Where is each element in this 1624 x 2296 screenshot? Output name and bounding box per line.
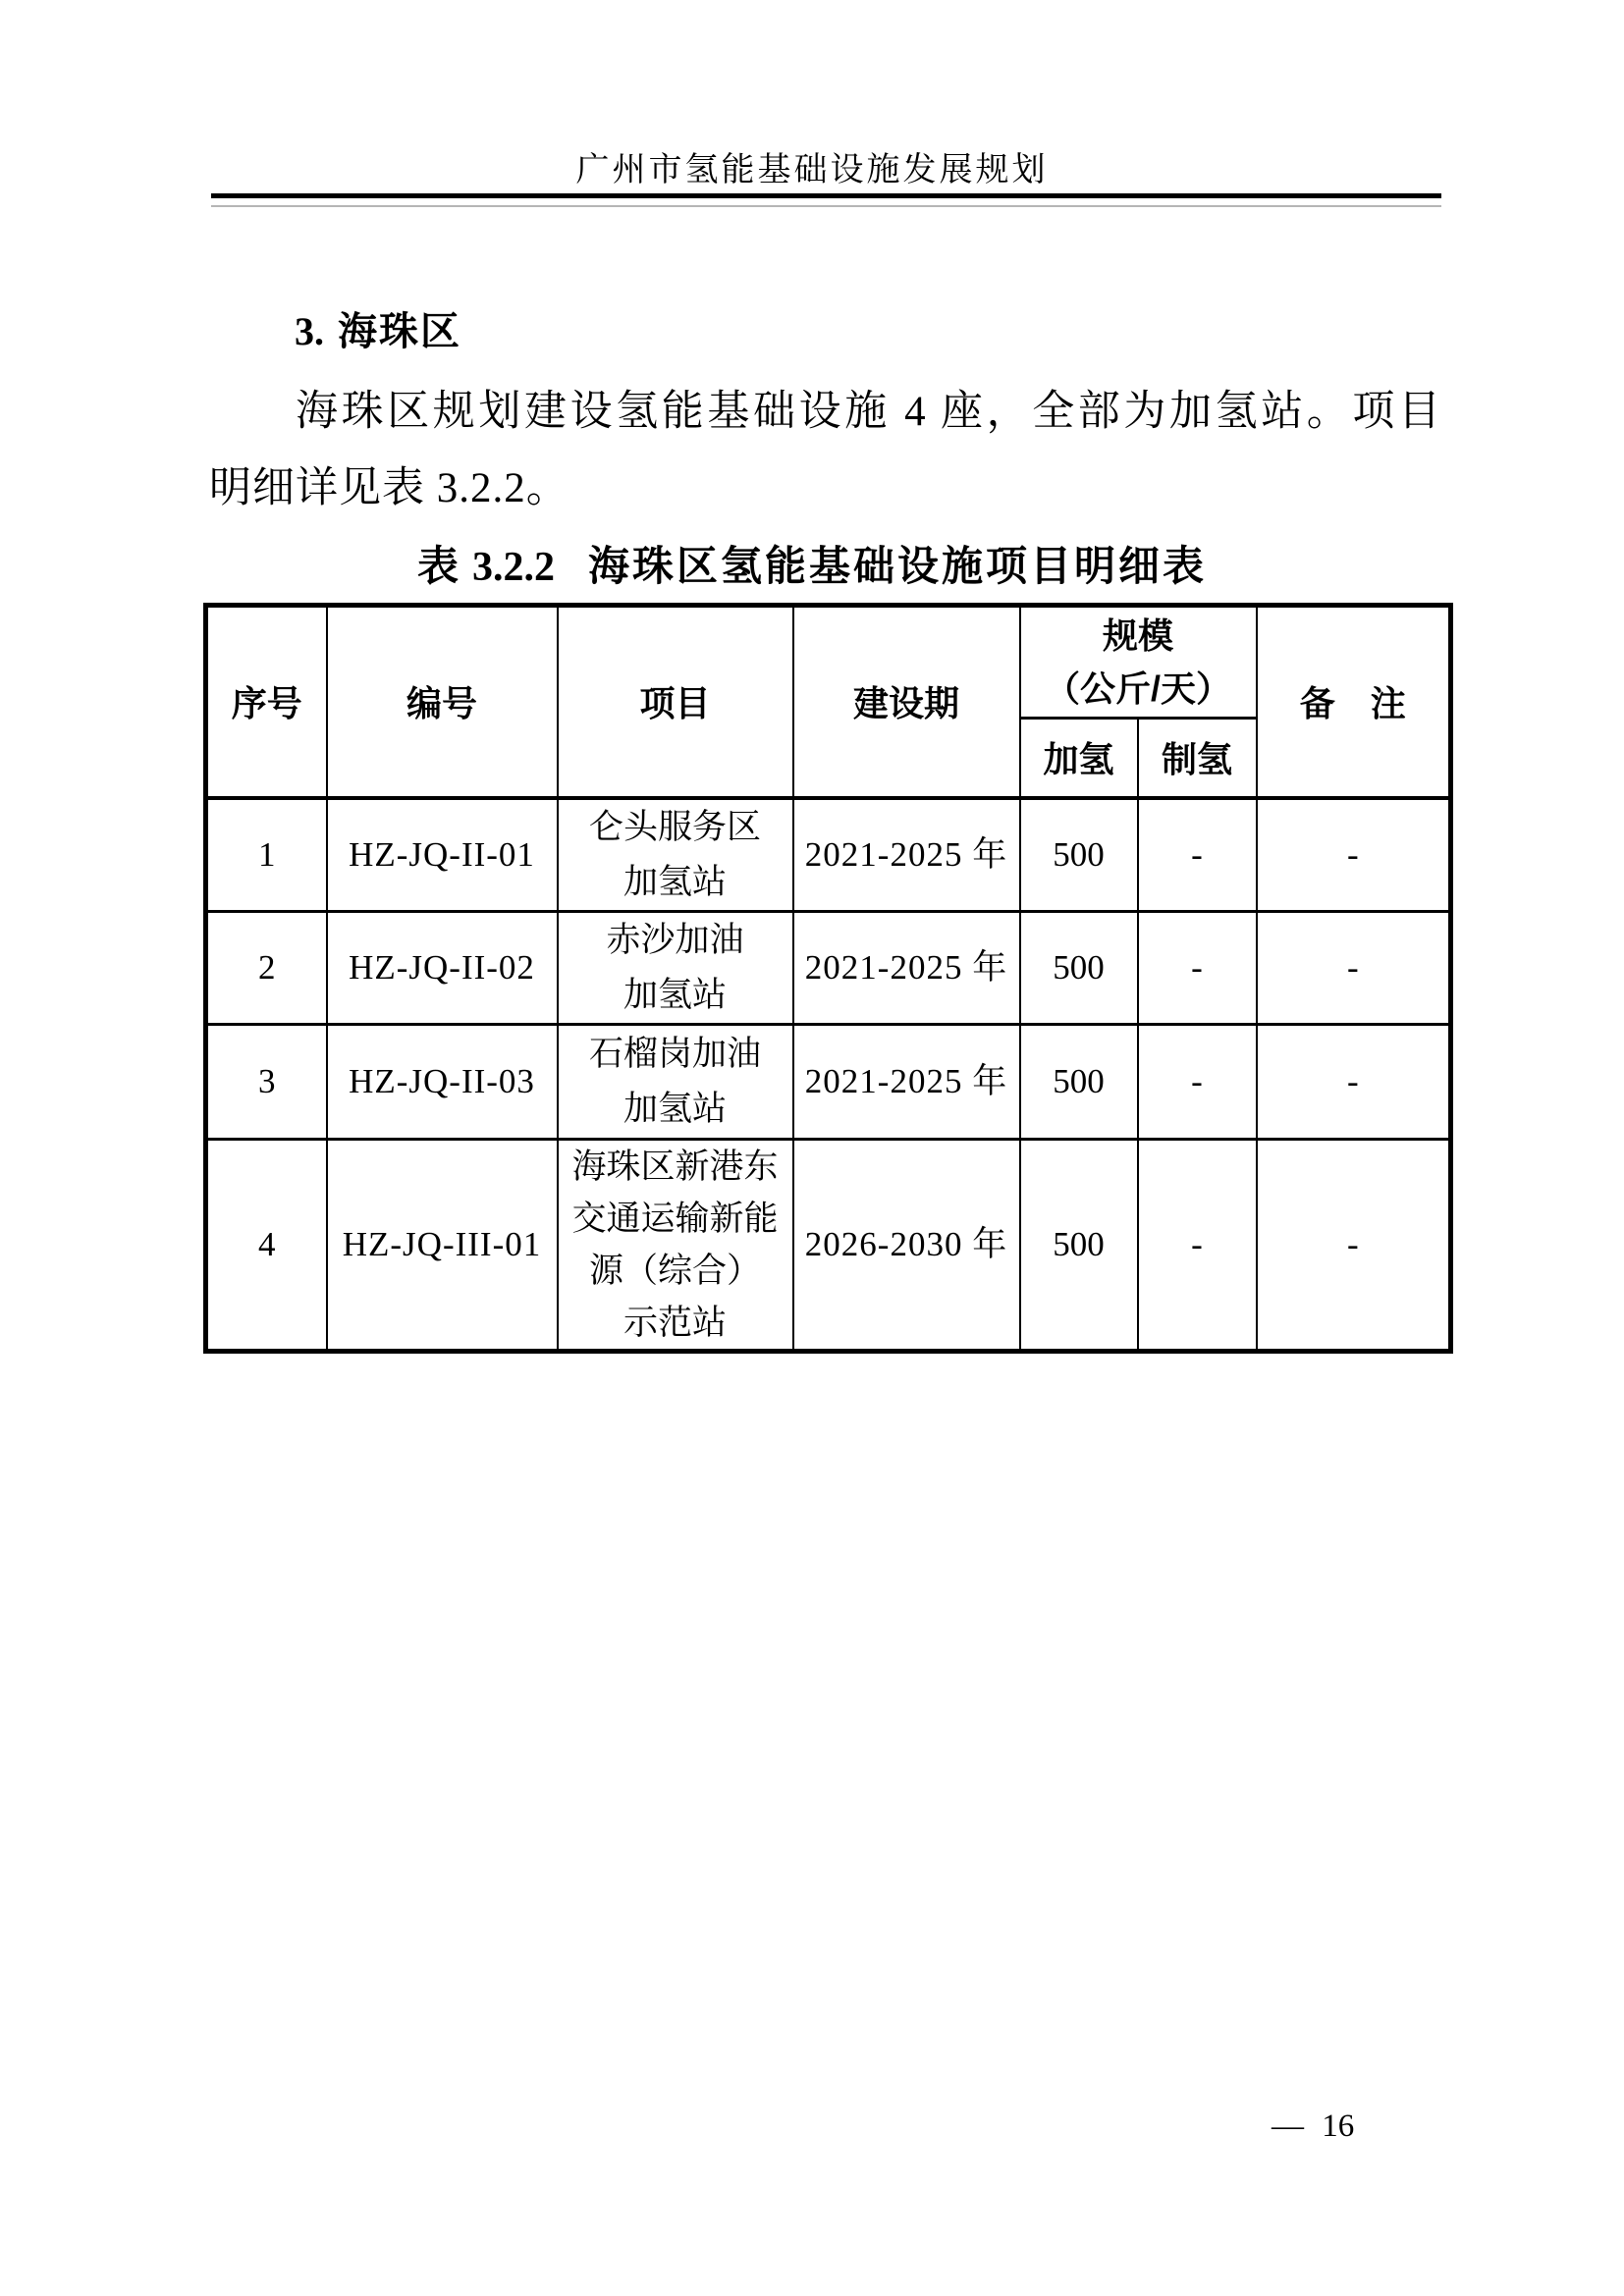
project-line: 加氢站 — [623, 975, 727, 1014]
col-header-code: 编号 — [327, 606, 558, 798]
cell-code: HZ-JQ-II-01 — [327, 798, 558, 912]
paragraph-line-2: 明细详见表 3.2.2。 — [209, 465, 569, 511]
project-line: 海珠区新港东 — [571, 1147, 779, 1186]
table-caption-label: 表 — [416, 543, 460, 589]
table-row — [206, 911, 1451, 1024]
project-line: 加氢站 — [623, 862, 727, 901]
cell-produce: - — [1138, 1024, 1257, 1139]
page-header-title: 广州市氢能基础设施发展规划 — [575, 152, 1049, 188]
col-header-project: 项目 — [558, 606, 793, 798]
cell-seq: 3 — [206, 1024, 327, 1139]
cell-period: 2021-2025 年 — [793, 911, 1020, 1024]
cell-refuel: 500 — [1020, 911, 1138, 1024]
cell-code: HZ-JQ-II-03 — [327, 1024, 558, 1139]
project-line: 仑头服务区 — [588, 807, 761, 846]
cell-refuel: 500 — [1020, 798, 1138, 912]
cell-project — [558, 911, 793, 1024]
project-line: 交通运输新能 — [571, 1199, 779, 1238]
project-table — [203, 603, 1453, 1354]
project-line: 赤沙加油 — [606, 920, 744, 959]
col-header-produce: 制氢 — [1138, 719, 1257, 798]
cell-produce: - — [1138, 1139, 1257, 1351]
page-number: — 16 — [1272, 2109, 1355, 2144]
cell-remark: - — [1257, 1139, 1451, 1351]
table-row — [206, 1139, 1451, 1351]
scale-group-line2: （公斤/天） — [1045, 667, 1232, 709]
cell-refuel: 500 — [1020, 1139, 1138, 1351]
cell-code: HZ-JQ-III-01 — [327, 1139, 558, 1351]
col-header-seq: 序号 — [206, 606, 327, 798]
project-line: 加氢站 — [623, 1089, 727, 1128]
cell-remark: - — [1257, 798, 1451, 912]
table-caption-number: 3.2.2 — [472, 545, 555, 590]
cell-project — [558, 1024, 793, 1139]
table-row — [206, 1024, 1451, 1139]
cell-period: 2026-2030 年 — [793, 1139, 1020, 1351]
cell-period: 2021-2025 年 — [793, 798, 1020, 912]
col-header-remark: 备 注 — [1257, 606, 1451, 798]
cell-project — [558, 1139, 793, 1351]
header-rule-thin — [211, 205, 1441, 207]
col-header-scale-group — [1020, 606, 1257, 719]
cell-seq: 4 — [206, 1139, 327, 1351]
col-header-refuel: 加氢 — [1020, 719, 1138, 798]
col-header-period: 建设期 — [793, 606, 1020, 798]
cell-code: HZ-JQ-II-02 — [327, 911, 558, 1024]
table-header-row-top — [206, 606, 1451, 719]
cell-refuel: 500 — [1020, 1024, 1138, 1139]
table-caption — [0, 534, 1624, 593]
project-line: 示范站 — [623, 1303, 727, 1342]
cell-project — [558, 798, 793, 912]
project-line: 源（综合） — [588, 1251, 761, 1290]
table-row — [206, 798, 1451, 912]
section-heading — [295, 300, 461, 356]
section-title: 海珠区 — [338, 310, 461, 353]
header-rule-thick — [211, 193, 1441, 198]
section-number: 3. — [295, 309, 324, 353]
cell-remark: - — [1257, 911, 1451, 1024]
cell-period: 2021-2025 年 — [793, 1024, 1020, 1139]
cell-produce: - — [1138, 911, 1257, 1024]
cell-remark: - — [1257, 1024, 1451, 1139]
project-line: 石榴岗加油 — [588, 1034, 761, 1073]
scale-group-line1: 规模 — [1103, 614, 1174, 656]
table-caption-title: 海珠区氢能基础设施项目明细表 — [588, 543, 1208, 589]
cell-produce: - — [1138, 798, 1257, 912]
cell-seq: 2 — [206, 911, 327, 1024]
paragraph-line-1: 海珠区规划建设氢能基础设施 4 座，全部为加氢站。项目 — [296, 389, 1441, 435]
cell-seq: 1 — [206, 798, 327, 912]
